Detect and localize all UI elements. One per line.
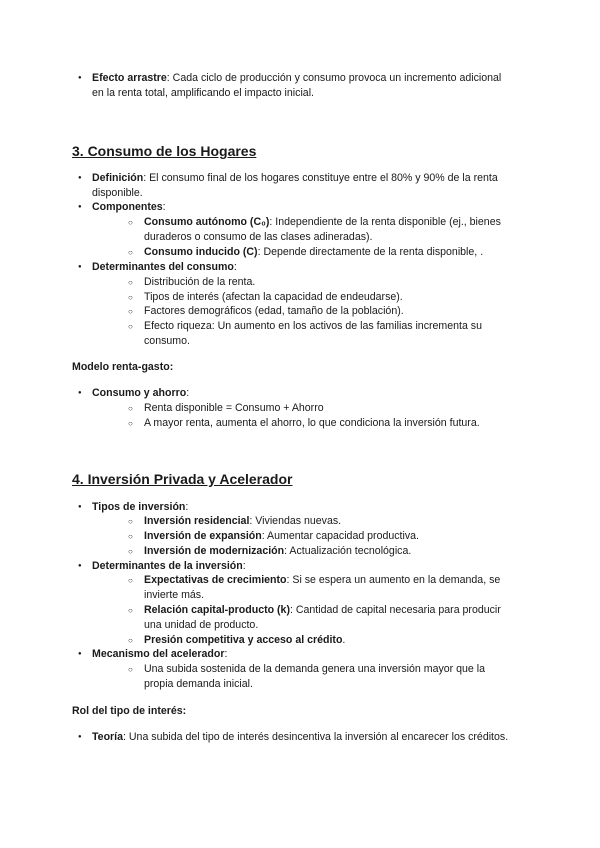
sub-item-presion-competitiva xyxy=(144,633,514,648)
relacion-capital-label: Relación capital-producto (k) xyxy=(144,604,290,616)
sub-item-inversion-residencial xyxy=(144,514,514,529)
teoria-text: : Una subida del tipo de interés desincentiva la inversión al encarecer los créditos. xyxy=(123,731,509,743)
list-item-determinantes-inversion xyxy=(92,559,512,574)
sub-item-expectativas xyxy=(144,573,514,603)
teoria-label: Teoría xyxy=(92,731,124,743)
expectativas-text: : Si se espera un aumento en la demanda, se invierte más. xyxy=(144,574,501,601)
expectativas-label: Expectativas de crecimiento xyxy=(144,574,287,586)
inversion-residencial-text: : Viviendas nuevas. xyxy=(249,515,342,527)
mecanismo-acelerador-colon: : xyxy=(224,648,228,660)
list-item-efecto-arrastre xyxy=(92,71,512,101)
determinantes-inversion-label: Determinantes de la inversión xyxy=(92,560,243,572)
sub-item-relacion-capital xyxy=(144,603,514,633)
modelo-renta-gasto-title: Modelo renta-gasto: xyxy=(72,361,174,373)
consumo-autonomo-text: : Independiente de la renta disponible (ej., bienes duraderos o consumo de las clases adineradas). xyxy=(144,216,501,243)
inversion-modernizacion-text: : Actualización tecnológica. xyxy=(284,545,412,557)
inversion-residencial-label: Inversión residencial xyxy=(144,515,250,527)
componentes-colon: : xyxy=(162,201,166,213)
list-item-teoria xyxy=(92,730,512,745)
determinantes-inversion-colon: : xyxy=(242,560,246,572)
sub-item-tipos-interes: ○ Tipos de interés (afectan la capacidad de endeudarse). xyxy=(144,290,514,305)
sub-item-inversion-expansion xyxy=(144,529,514,544)
definicion-label: Definición xyxy=(92,172,144,184)
determinantes-consumo-colon: : xyxy=(233,261,237,273)
consumo-inducido-text: : Depende directamente de la renta disponible, . xyxy=(257,246,484,258)
list-item-consumo-ahorro xyxy=(92,386,512,401)
consumo-inducido-label: Consumo inducido (C) xyxy=(144,246,258,258)
consumo-ahorro-colon: : xyxy=(186,387,190,399)
sub-item-subida-demanda: ○ Una subida sostenida de la demanda genera una inversión mayor que la propia demanda inicial. xyxy=(144,662,514,692)
tipos-inversion-colon: : xyxy=(185,501,189,513)
presion-competitiva-label: Presión competitiva y acceso al crédito xyxy=(144,634,343,646)
rol-tipo-interes-title: Rol del tipo de interés: xyxy=(72,705,187,717)
componentes-label: Componentes xyxy=(92,201,163,213)
sub-item-distribucion: ○ Distribución de la renta. xyxy=(144,275,514,290)
sub-item-consumo-autonomo xyxy=(144,215,514,245)
list-item-determinantes-consumo xyxy=(92,260,512,275)
definicion-text: : El consumo final de los hogares constituye entre el 80% y 90% de la renta disponible. xyxy=(92,172,498,199)
sub-item-efecto-riqueza: ○ Efecto riqueza: Un aumento en los activos de las familias incrementa su consumo. xyxy=(144,319,514,349)
inversion-expansion-text: : Aumentar capacidad productiva. xyxy=(261,530,419,542)
list-item-mecanismo-acelerador xyxy=(92,647,512,662)
sub-item-mayor-renta: ○ A mayor renta, aumenta el ahorro, lo que condiciona la inversión futura. xyxy=(144,416,514,431)
determinantes-consumo-label: Determinantes del consumo xyxy=(92,261,234,273)
list-item-tipos-inversion xyxy=(92,500,512,515)
section-4-heading: 4. Inversión Privada y Acelerador xyxy=(72,471,293,487)
relacion-capital-text: : Cantidad de capital necesaria para producir una unidad de producto. xyxy=(144,604,501,631)
list-item-componentes xyxy=(92,200,512,215)
consumo-ahorro-label: Consumo y ahorro xyxy=(92,387,187,399)
inversion-modernizacion-label: Inversión de modernización xyxy=(144,545,285,557)
tipos-inversion-label: Tipos de inversión xyxy=(92,501,186,513)
section-3-heading: 3. Consumo de los Hogares xyxy=(72,143,257,159)
consumo-autonomo-label: Consumo autónomo (C₀) xyxy=(144,216,270,228)
presion-competitiva-text: . xyxy=(342,634,346,646)
sub-item-consumo-inducido xyxy=(144,245,514,260)
sub-item-factores-demograficos: ○ Factores demográficos (edad, tamaño de la población). xyxy=(144,304,514,319)
inversion-expansion-label: Inversión de expansión xyxy=(144,530,262,542)
sub-item-renta-disponible: ○ Renta disponible = Consumo + Ahorro xyxy=(144,401,514,416)
efecto-arrastre-text: : Cada ciclo de producción y consumo provoca un incremento adicional en la renta total, amplificando el impacto inicial. xyxy=(92,72,502,99)
sub-item-inversion-modernizacion xyxy=(144,544,514,559)
mecanismo-acelerador-label: Mecanismo del acelerador xyxy=(92,648,225,660)
efecto-arrastre-label: Efecto arrastre xyxy=(92,72,167,84)
list-item-definicion xyxy=(92,171,512,201)
